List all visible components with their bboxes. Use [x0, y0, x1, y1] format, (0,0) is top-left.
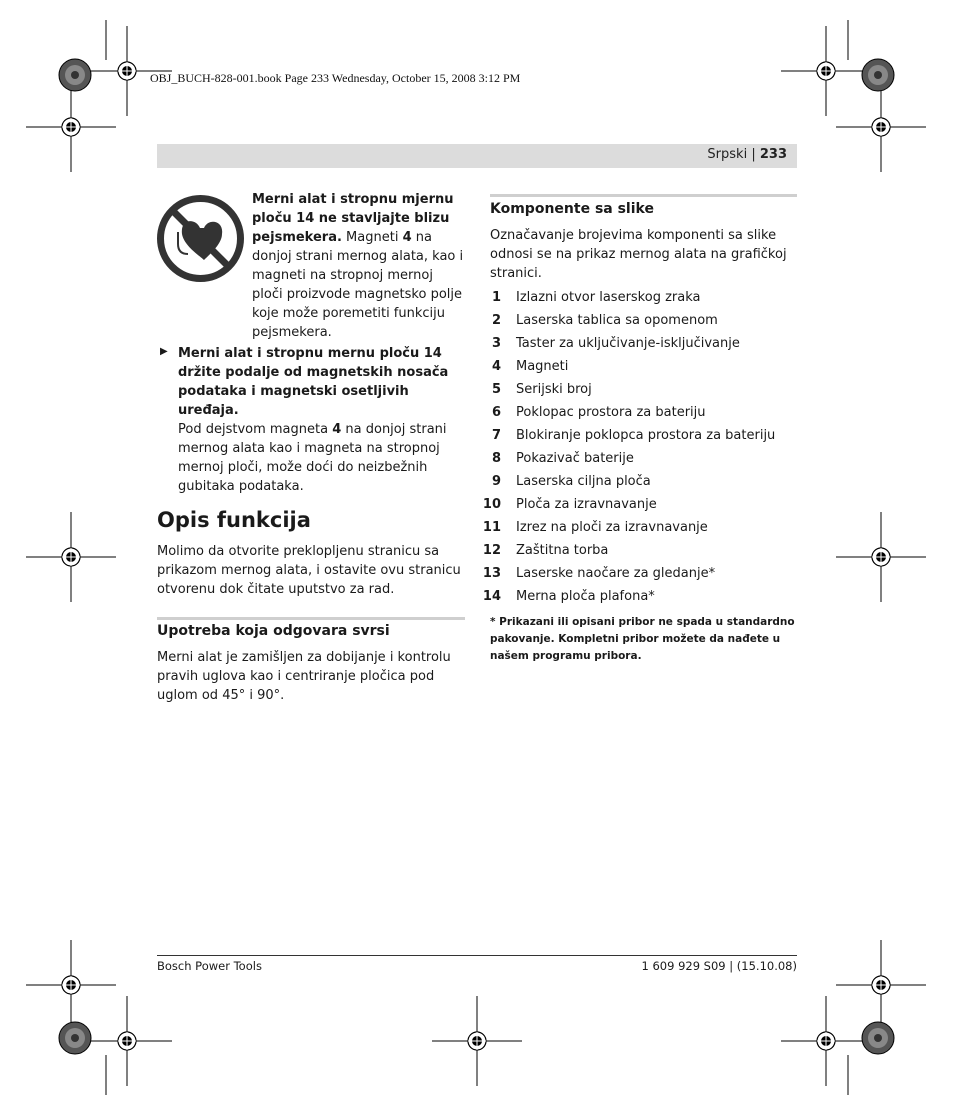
list-item	[490, 336, 797, 359]
list-item-label: Ploča za izravnavanje	[516, 497, 657, 512]
list-item-number: 14	[482, 589, 501, 604]
list-item-number: 10	[482, 497, 501, 512]
list-item-label: Merna ploča plafona*	[516, 589, 655, 604]
list-item	[490, 405, 797, 428]
list-item-number: 6	[491, 405, 501, 420]
list-item-label: Pokazivač baterije	[516, 451, 634, 466]
list-item	[482, 520, 797, 543]
bullet-text-a: Pod dejstvom magneta	[178, 422, 333, 437]
bullet-num: 4	[332, 422, 342, 437]
list-item-label: Zaštitna torba	[516, 543, 609, 558]
list-item	[490, 359, 797, 382]
header-language: Srpski	[707, 147, 748, 162]
list-item-number: 2	[491, 313, 501, 328]
footnote: * Prikazani ili opisani pribor ne spada u standardno pakovanje. Kompletni pribor možete da nađete u našem programu pribora.	[490, 616, 795, 662]
bullet-text-b: na donjoj strani mernog alata kao i magneta na stropnoj mernoj ploči, može doći do neizbežnih gubitaka podataka.	[178, 422, 447, 494]
page-number: 233	[759, 147, 787, 162]
page-header	[157, 144, 797, 168]
list-item	[490, 290, 797, 313]
header-separator: |	[751, 147, 756, 162]
subsection-title: Upotreba koja odgovara svrsi	[157, 623, 390, 639]
footer-divider	[157, 955, 797, 956]
list-item-number: 11	[482, 520, 501, 535]
bullet-bold: Merni alat i stropnu mernu ploču 14 držite podalje od magnetskih nosača podataka i magnetski osetljivih uređaja.	[178, 346, 449, 418]
warning-text-b: na donjoj strani mernog alata, kao i magneti na stropnoj mernoj ploči proizvode magnetsko polje koje može poremetiti funkciju pejsmekera.	[252, 230, 464, 340]
list-item-label: Laserska ciljna ploča	[516, 474, 651, 489]
list-item-number: 5	[491, 382, 501, 397]
warning-bold: Merni alat i stropnu mjernu ploču 14 ne stavljajte blizu pejsmekera.	[252, 192, 454, 245]
list-item	[482, 497, 797, 520]
list-item-label: Magneti	[516, 359, 569, 374]
warning-text-a: Magneti	[341, 230, 403, 245]
divider	[490, 194, 797, 197]
section-intro: Molimo da otvorite preklopljenu stranicu sa prikazom mernog alata, i ostavite ovu stranicu otvorenu dok čitate uputstvo za rad.	[157, 544, 461, 597]
section-title: Opis funkcija	[157, 508, 311, 532]
list-item-label: Izrez na ploči za izravnavanje	[516, 520, 708, 535]
list-item	[490, 451, 797, 474]
list-item-number: 7	[491, 428, 501, 443]
warning-num: 4	[402, 230, 412, 245]
list-item-label: Blokiranje poklopca prostora za bateriju	[516, 428, 776, 443]
components-title: Komponente sa slike	[490, 201, 654, 217]
list-item-number: 9	[491, 474, 501, 489]
footer-code: 1 609 929 S09 | (15.10.08)	[641, 959, 797, 973]
list-item-number: 4	[491, 359, 501, 374]
list-item-label: Serijski broj	[516, 382, 592, 397]
list-item	[490, 474, 797, 497]
list-item-label: Poklopac prostora za bateriju	[516, 405, 706, 420]
no-pacemaker-icon	[156, 194, 245, 283]
list-item-number: 12	[482, 543, 501, 558]
magnetic-warning	[178, 344, 465, 496]
list-item	[490, 313, 797, 336]
list-item-number: 8	[491, 451, 501, 466]
list-item-number: 13	[482, 566, 501, 581]
subsection-text: Merni alat je zamišljen za dobijanje i kontrolu pravih uglova kao i centriranje pločica pod uglom od 45° i 90°.	[157, 650, 451, 703]
list-item-label: Laserske naočare za gledanje*	[516, 566, 716, 581]
divider	[157, 617, 465, 620]
components-intro: Označavanje brojevima komponenti sa slike odnosi se na prikaz mernog alata na grafičkoj stranici.	[490, 228, 787, 281]
list-item	[490, 382, 797, 405]
list-item-number: 1	[491, 290, 501, 305]
list-item	[482, 543, 797, 566]
bullet-arrow-icon: ▶	[160, 346, 168, 357]
list-item-label: Taster za uključivanje-isključivanje	[516, 336, 740, 351]
footer-brand: Bosch Power Tools	[157, 959, 262, 973]
list-item-label: Izlazni otvor laserskog zraka	[516, 290, 701, 305]
list-item-label: Laserska tablica sa opomenom	[516, 313, 718, 328]
list-item	[490, 428, 797, 451]
list-item	[482, 589, 797, 612]
book-info: OBJ_BUCH-828-001.book Page 233 Wednesday, October 15, 2008 3:12 PM	[150, 71, 521, 85]
list-item-number: 3	[491, 336, 501, 351]
list-item	[482, 566, 797, 589]
pacemaker-warning	[252, 190, 465, 342]
header-text	[707, 147, 787, 162]
